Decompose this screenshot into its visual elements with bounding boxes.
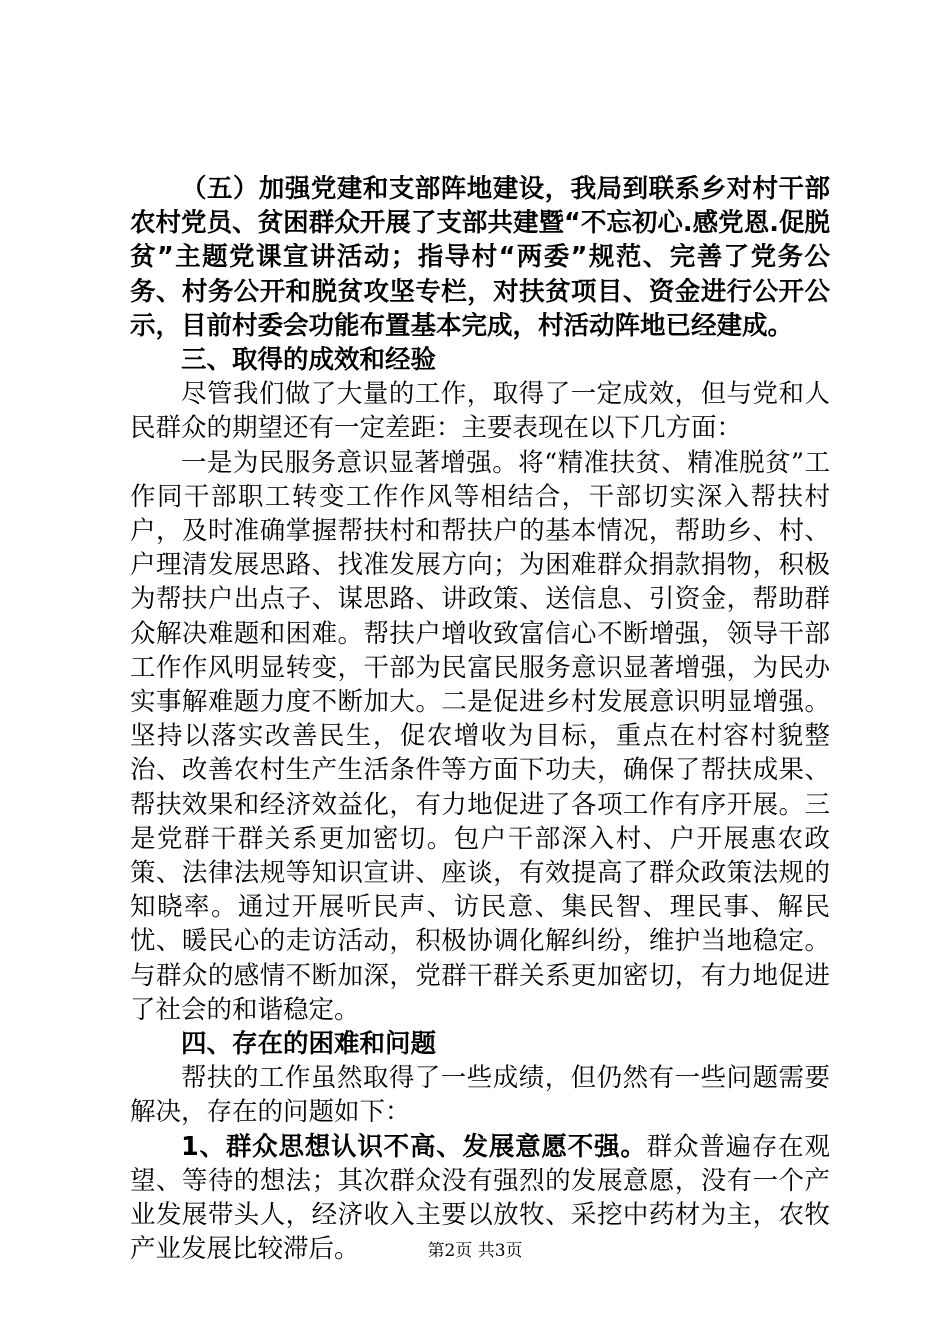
paragraph-party-building: （五）加强党建和支部阵地建设，我局到联系乡对村干部农村党员、贫困群众开展了支部共建暨“不忘初心.感党恩.促脱贫”主题党课宣讲活动；指导村“两委”规范、完善了党务公务、村务公开和脱贫攻坚专栏，对扶贫项目、资金进行公开公示，目前村委会功能布置基本完成，村活动阵地已经建成。 [130,174,830,341]
paragraph-intro-gaps: 尽管我们做了大量的工作，取得了一定成效，但与党和人民群众的期望还有一定差距：主要表现在以下几方面： [130,379,830,444]
problem-1-title: 1、群众思想认识不高、发展意愿不强。 [181,1131,647,1162]
page-footer: 第2页 共3页 [427,1241,523,1261]
problem-1-text: 群众普遍存在观望、等待的想法；其次群众没有强烈的发展意愿，没有一个产业发展带头人，经济收入主要以放牧、采挖中药材为主，农牧产业发展比较滞后。 [130,1131,830,1265]
paragraph-problems-intro: 帮扶的工作虽然取得了一些成绩，但仍然有一些问题需要解决，存在的问题如下： [130,1063,830,1128]
document-body [130,172,830,1267]
section-heading-achievements: 三、取得的成效和经验 [181,345,437,376]
section-heading-problems: 四、存在的困难和问题 [181,1029,437,1060]
paragraph-achievements-detail: 一是为民服务意识显著增强。将“精准扶贫、精准脱贫”工作同干部职工转变工作作风等相结合，干部切实深入帮扶村户，及时准确掌握帮扶村和帮扶户的基本情况，帮助乡、村、户理清发展思路、找准发展方向；为困难群众捐款捐物，积极为帮扶户出点子、谋思路、讲政策、送信息、引资金，帮助群众解决难题和困难。帮扶户增收致富信心不断增强，领导干部工作作风明显转变，干部为民富民服务意识显著增强，为民办实事解难题力度不断加大。二是促进乡村发展意识明显增强。坚持以落实改善民生，促农增收为目标，重点在村容村貌整治、改善农村生产生活条件等方面下功夫，确保了帮扶成果、帮扶效果和经济效益化，有力地促进了各项工作有序开展。三是党群干群关系更加密切。包户干部深入村、户开展惠农政策、法律法规等知识宣讲、座谈，有效提高了群众政策法规的知晓率。通过开展听民声、访民意、集民智、理民事、解民忧、暖民心的走访活动，积极协调化解纠纷，维护当地稳定。与群众的感情不断加深，党群干群关系更加密切，有力地促进了社会的和谐稳定。 [130,447,830,1025]
